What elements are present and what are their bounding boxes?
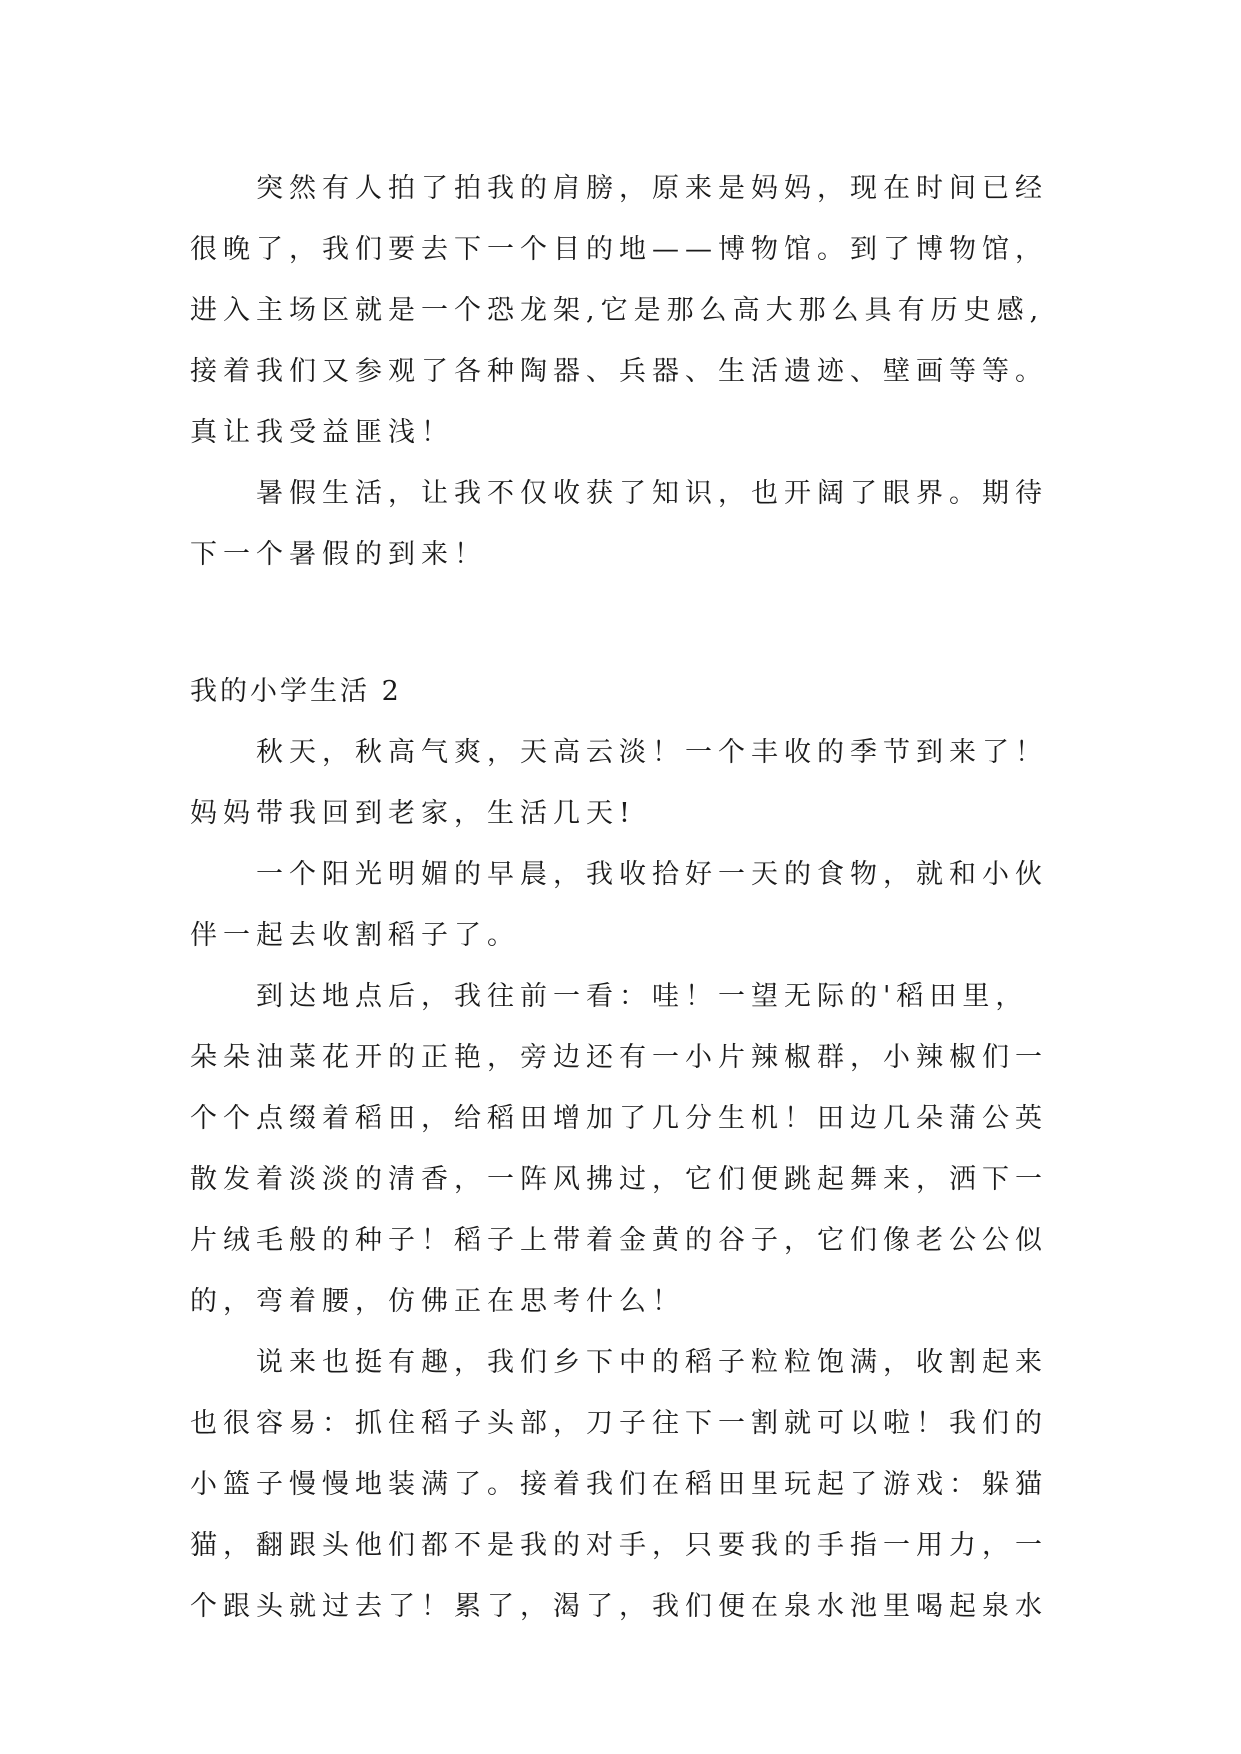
paragraph-line: 小篮子慢慢地装满了。接着我们在稻田里玩起了游戏：躲猫 (190, 1469, 1048, 1500)
paragraph-morning (190, 844, 1090, 966)
paragraph-autumn (190, 722, 1090, 844)
paragraph-museum (190, 158, 1090, 463)
paragraph-line: 接着我们又参观了各种陶器、兵器、生活遗迹、壁画等等。 (190, 356, 1048, 387)
paragraph-line: 猫，翻跟头他们都不是我的对手，只要我的手指一用力，一 (190, 1530, 1048, 1561)
section-gap (190, 585, 1090, 661)
paragraph-line: 的，弯着腰，仿佛正在思考什么！ (190, 1286, 685, 1317)
paragraph-line: 进入主场区就是一个恐龙架,它是那么高大那么具有历史感, (190, 295, 1045, 326)
paragraph-line: 妈妈带我回到老家，生活几天! (190, 798, 636, 829)
paragraph-line: 下一个暑假的到来！ (190, 539, 487, 570)
paragraph-harvest (190, 1332, 1090, 1637)
paragraph-rice-field (190, 966, 1090, 1332)
section-title: 我的小学生活 2 (190, 676, 402, 707)
document-body (190, 158, 1090, 1637)
paragraph-line: 说来也挺有趣，我们乡下中的稻子粒粒饱满，收割起来 (256, 1347, 1048, 1378)
paragraph-line: 个跟头就过去了！累了，渴了，我们便在泉水池里喝起泉水 (190, 1591, 1048, 1622)
paragraph-line: 一个阳光明媚的早晨，我收拾好一天的食物，就和小伙 (256, 859, 1048, 890)
paragraph-line: 真让我受益匪浅！ (190, 417, 454, 448)
paragraph-line: 散发着淡淡的清香，一阵风拂过，它们便跳起舞来，洒下一 (190, 1164, 1048, 1195)
paragraph-line: 暑假生活，让我不仅收获了知识，也开阔了眼界。期待 (256, 478, 1048, 509)
paragraph-line: 秋天，秋高气爽，天高云淡！一个丰收的季节到来了！ (256, 737, 1048, 768)
paragraph-line: 朵朵油菜花开的正艳，旁边还有一小片辣椒群，小辣椒们一 (190, 1042, 1048, 1073)
paragraph-line: 到达地点后，我往前一看：哇！一望无际的'稻田里， (256, 981, 1029, 1012)
paragraph-line: 很晚了，我们要去下一个目的地——博物馆。到了博物馆， (190, 234, 1048, 265)
paragraph-line: 伴一起去收割稻子了。 (190, 920, 520, 951)
paragraph-summer-conclusion (190, 463, 1090, 585)
paragraph-line: 个个点缀着稻田，给稻田增加了几分生机！田边几朵蒲公英 (190, 1103, 1048, 1134)
paragraph-line: 也很容易：抓住稻子头部，刀子往下一割就可以啦！我们的 (190, 1408, 1048, 1439)
paragraph-line: 片绒毛般的种子！稻子上带着金黄的谷子，它们像老公公似 (190, 1225, 1048, 1256)
paragraph-line: 突然有人拍了拍我的肩膀，原来是妈妈，现在时间已经 (256, 173, 1048, 204)
